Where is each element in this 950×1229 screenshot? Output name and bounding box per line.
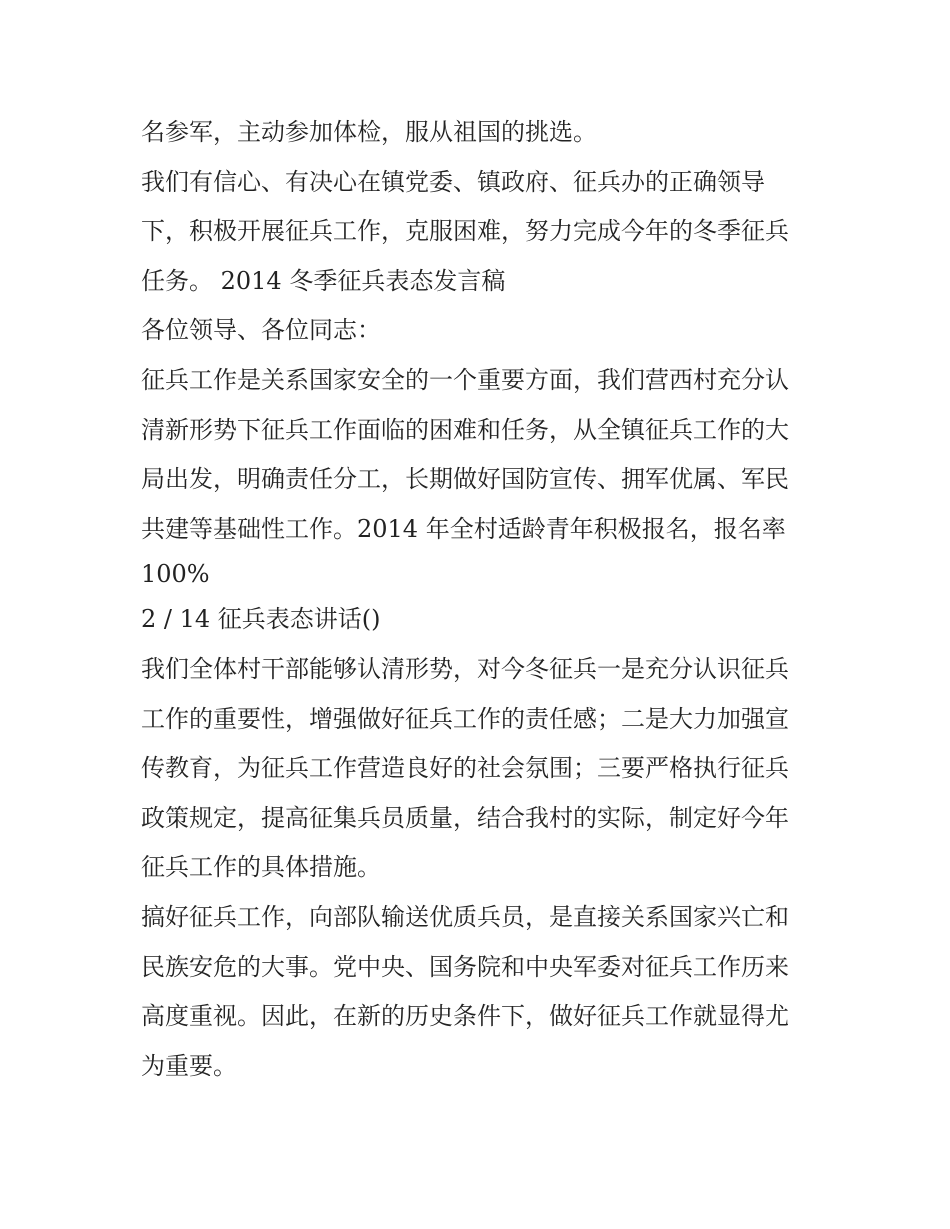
paragraph-5 xyxy=(141,595,813,645)
text-line: 局出发，明确责任分工，长期做好国防宣传、拥军优属、军民 xyxy=(141,465,789,494)
paragraph-3 xyxy=(141,306,813,356)
text-line: 为重要。 xyxy=(141,1051,237,1080)
salutation-line: 各位领导、各位同志： xyxy=(141,316,381,345)
text-line: 传教育，为征兵工作营造良好的社会氛围；三要严格执行征兵 xyxy=(141,754,789,783)
text-line: 征兵工作的具体措施。 xyxy=(141,853,381,882)
text-line: 征兵工作是关系国家安全的一个重要方面，我们营西村充分认 xyxy=(141,365,789,394)
document-body xyxy=(141,108,813,1091)
paragraph-4 xyxy=(141,356,813,595)
text-line: 100% xyxy=(141,560,210,589)
text-line: 清新形势下征兵工作面临的困难和任务，从全镇征兵工作的大 xyxy=(141,415,789,444)
text-line: 我们有信心、有决心在镇党委、镇政府、征兵办的正确领导 xyxy=(141,167,765,196)
text-line: 民族安危的大事。党中央、国务院和中央军委对征兵工作历来 xyxy=(141,952,789,981)
text-line: 高度重视。因此，在新的历史条件下，做好征兵工作就显得尤 xyxy=(141,1002,789,1031)
page-header-line: 2 / 14 征兵表态讲话() xyxy=(141,605,381,634)
text-line: 名参军，主动参加体检，服从祖国的挑选。 xyxy=(141,118,597,146)
paragraph-1 xyxy=(141,108,813,158)
text-line: 搞好征兵工作，向部队输送优质兵员，是直接关系国家兴亡和 xyxy=(141,902,789,931)
paragraph-7 xyxy=(141,893,813,1091)
text-line: 工作的重要性，增强做好征兵工作的责任感；二是大力加强宣 xyxy=(141,704,789,733)
text-line: 政策规定，提高征集兵员质量，结合我村的实际，制定好今年 xyxy=(141,803,789,832)
text-line: 共建等基础性工作。2014 年全村适龄青年积极报名，报名率 xyxy=(141,514,786,543)
paragraph-2 xyxy=(141,158,813,307)
paragraph-6 xyxy=(141,645,813,893)
text-line: 下，积极开展征兵工作，克服困难，努力完成今年的冬季征兵 xyxy=(141,217,789,246)
text-line: 任务。 2014 冬季征兵表态发言稿 xyxy=(141,266,506,295)
text-line: 我们全体村干部能够认清形势，对今冬征兵一是充分认识征兵 xyxy=(141,654,789,683)
